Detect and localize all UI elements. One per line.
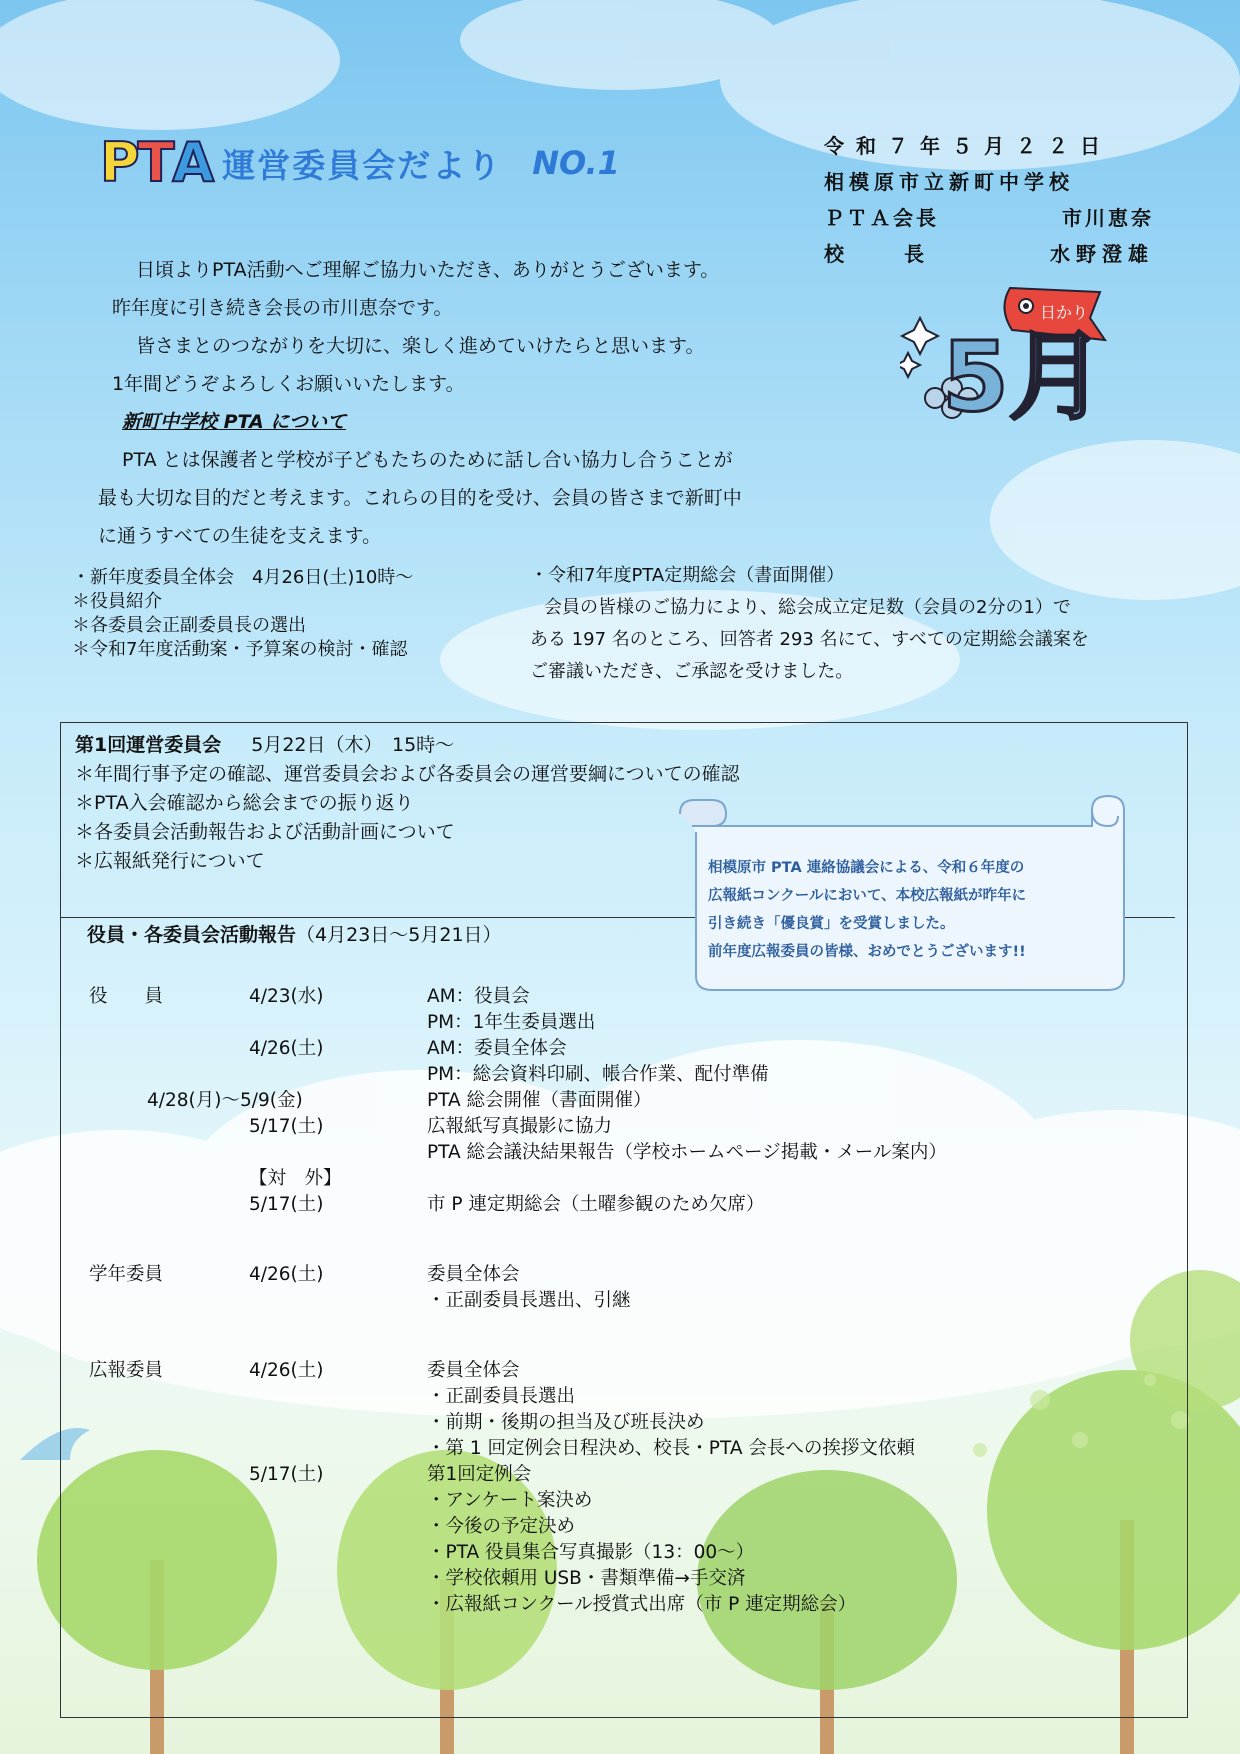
meeting-date: 5月22日（木） 15時～	[251, 734, 455, 756]
meeting-title: 第1回運営委員会	[75, 734, 222, 756]
schedule-activity: ・今後の予定決め	[427, 1516, 576, 1537]
schedule-activity: 第1回定例会	[427, 1464, 532, 1485]
about-line-3: に通うすべての生徒を支えます。	[98, 525, 382, 547]
sparkle-icon	[902, 318, 938, 354]
meeting-section	[75, 731, 740, 876]
list-item: ＊年間行事予定の確認、運営委員会および各委員会の運営要綱についての確認	[75, 763, 740, 785]
about-heading: 新町中学校 PTA について	[122, 411, 346, 433]
list-item: ・新年度委員全体会 4月26日(土)10時～	[72, 567, 414, 588]
pta-president: ＰＴＡ会長 市川恵奈	[824, 206, 1154, 230]
award-notice-scroll	[672, 792, 1142, 994]
schedule-date: 4/26(土)	[249, 1264, 324, 1285]
may-badge-illustration	[900, 278, 1120, 428]
schedule-activity: ・アンケート案決め	[427, 1490, 593, 1511]
schedule-activity: 広報紙写真撮影に協力	[427, 1116, 613, 1137]
schedule-activity: ・学校依頼用 USB・書類準備→手交済	[427, 1568, 746, 1589]
schedule-category: 学年委員	[89, 1264, 164, 1285]
list-item: 会員の皆様のご協力により、総会成立定足数（会員の2分の1）で	[544, 597, 1071, 618]
schedule-activity: ・第 1 回定例会日程決め、校長・PTA 会長への挨拶文依頼	[427, 1438, 915, 1459]
issue-date: 令和７年５月２２日	[824, 134, 1112, 158]
school-name: 相模原市立新町中学校	[824, 170, 1074, 194]
intro-line-3: 皆さまとのつながりを大切に、楽しく進めていけたらと思います。	[136, 335, 705, 357]
schedule-activity: PM：総会資料印刷、帳合作業、配付準備	[427, 1064, 769, 1085]
schedule-activity: ・正副委員長選出、引継	[427, 1290, 631, 1311]
intro-line-2: 昨年度に引き続き会長の市川恵奈です。	[112, 297, 453, 319]
pta-logo: P T A	[100, 131, 213, 194]
issue-number: NO.1	[532, 144, 620, 182]
schedule-activity: 市 P 連定期総会（土曜参観のため欠席）	[427, 1194, 765, 1215]
schedule-activity: AM：役員会	[427, 986, 530, 1007]
list-item: ＊役員紹介	[72, 591, 162, 612]
schedule-activity: 委員全体会	[427, 1264, 520, 1285]
schedule-category: 広報委員	[89, 1360, 164, 1381]
list-item: ご審議いただき、ご承認を受けました。	[530, 661, 854, 682]
newsletter-title	[100, 128, 620, 198]
award-notice-text: 相模原市 PTA 連絡協議会による、令和６年度の 広報紙コンクールにおいて、本校広報紙が昨年に 引き続き「優良賞」を受賞しました。 前年度広報委員の皆様、おめでとうございます!!	[708, 860, 1027, 960]
schedule-date: 4/23(水)	[249, 986, 324, 1007]
schedule-date: 5/17(土)	[249, 1194, 324, 1215]
schedule-activity: AM：委員全体会	[427, 1038, 567, 1059]
schedule-activity: ・広報紙コンクール授賞式出席（市 P 連定期総会）	[427, 1594, 857, 1615]
header-info	[824, 128, 1154, 272]
list-item: ＊令和7年度活動案・予算案の検討・確認	[72, 639, 408, 660]
schedule-activity: PTA 総会開催（書面開催）	[427, 1090, 652, 1111]
schedule-category: 役 員	[89, 986, 164, 1007]
title-text: 運営委員会だより	[222, 145, 503, 185]
list-item: ある 197 名のところ、回答者 293 名にて、すべての定期総会議案を	[530, 629, 1089, 650]
schedule-activity: ・前期・後期の担当及び班長決め	[427, 1412, 705, 1433]
schedule-activity: ・PTA 役員集合写真撮影（13：00～）	[427, 1542, 755, 1563]
annual-meeting-report	[530, 560, 1089, 688]
list-item: ＊各委員会正副委員長の選出	[72, 615, 306, 636]
schedule-date: 4/26(土)	[249, 1038, 324, 1059]
intro-line-4: 1年間どうぞよろしくお願いいたします。	[112, 373, 465, 395]
schedule-activity: PTA 総会議決結果報告（学校ホームページ掲載・メール案内）	[427, 1142, 947, 1163]
list-item: ＊PTA入会確認から総会までの振り返り	[75, 792, 414, 814]
schedule-date: 4/28(月)～5/9(金)	[147, 1090, 303, 1111]
list-item: ＊広報紙発行について	[75, 850, 265, 872]
schedule-date: 4/26(土)	[249, 1360, 324, 1381]
schedule-activity: ・正副委員長選出	[427, 1386, 576, 1407]
schedule-date: 【対 外】	[249, 1168, 342, 1189]
sparkle-icon	[900, 353, 920, 377]
principal: 校 長 水野澄雄	[824, 242, 1154, 266]
schedule-activity: PM：1年生委員選出	[427, 1012, 596, 1033]
general-meeting-list	[72, 566, 413, 662]
activity-schedule	[61, 983, 1181, 1703]
svg-text:日かり: 日かり	[1040, 303, 1089, 322]
list-item: ・令和7年度PTA定期総会（書面開催）	[530, 565, 845, 586]
intro-line-1: 日頃よりPTA活動へご理解ご協力いただき、ありがとうございます。	[136, 259, 720, 281]
may-badge-text: 5月	[942, 321, 1105, 428]
about-line-1: PTA とは保護者と学校が子どもたちのために話し合い協力し合うことが	[122, 449, 733, 471]
about-line-2: 最も大切な目的だと考えます。これらの目的を受け、会員の皆さまで新町中	[98, 487, 742, 509]
report-heading: 役員・各委員会活動報告（4月23日～5月21日）	[87, 924, 502, 946]
list-item: ＊各委員会活動報告および活動計画について	[75, 821, 455, 843]
schedule-date: 5/17(土)	[249, 1116, 324, 1137]
schedule-activity: 委員全体会	[427, 1360, 520, 1381]
schedule-date: 5/17(土)	[249, 1464, 324, 1485]
